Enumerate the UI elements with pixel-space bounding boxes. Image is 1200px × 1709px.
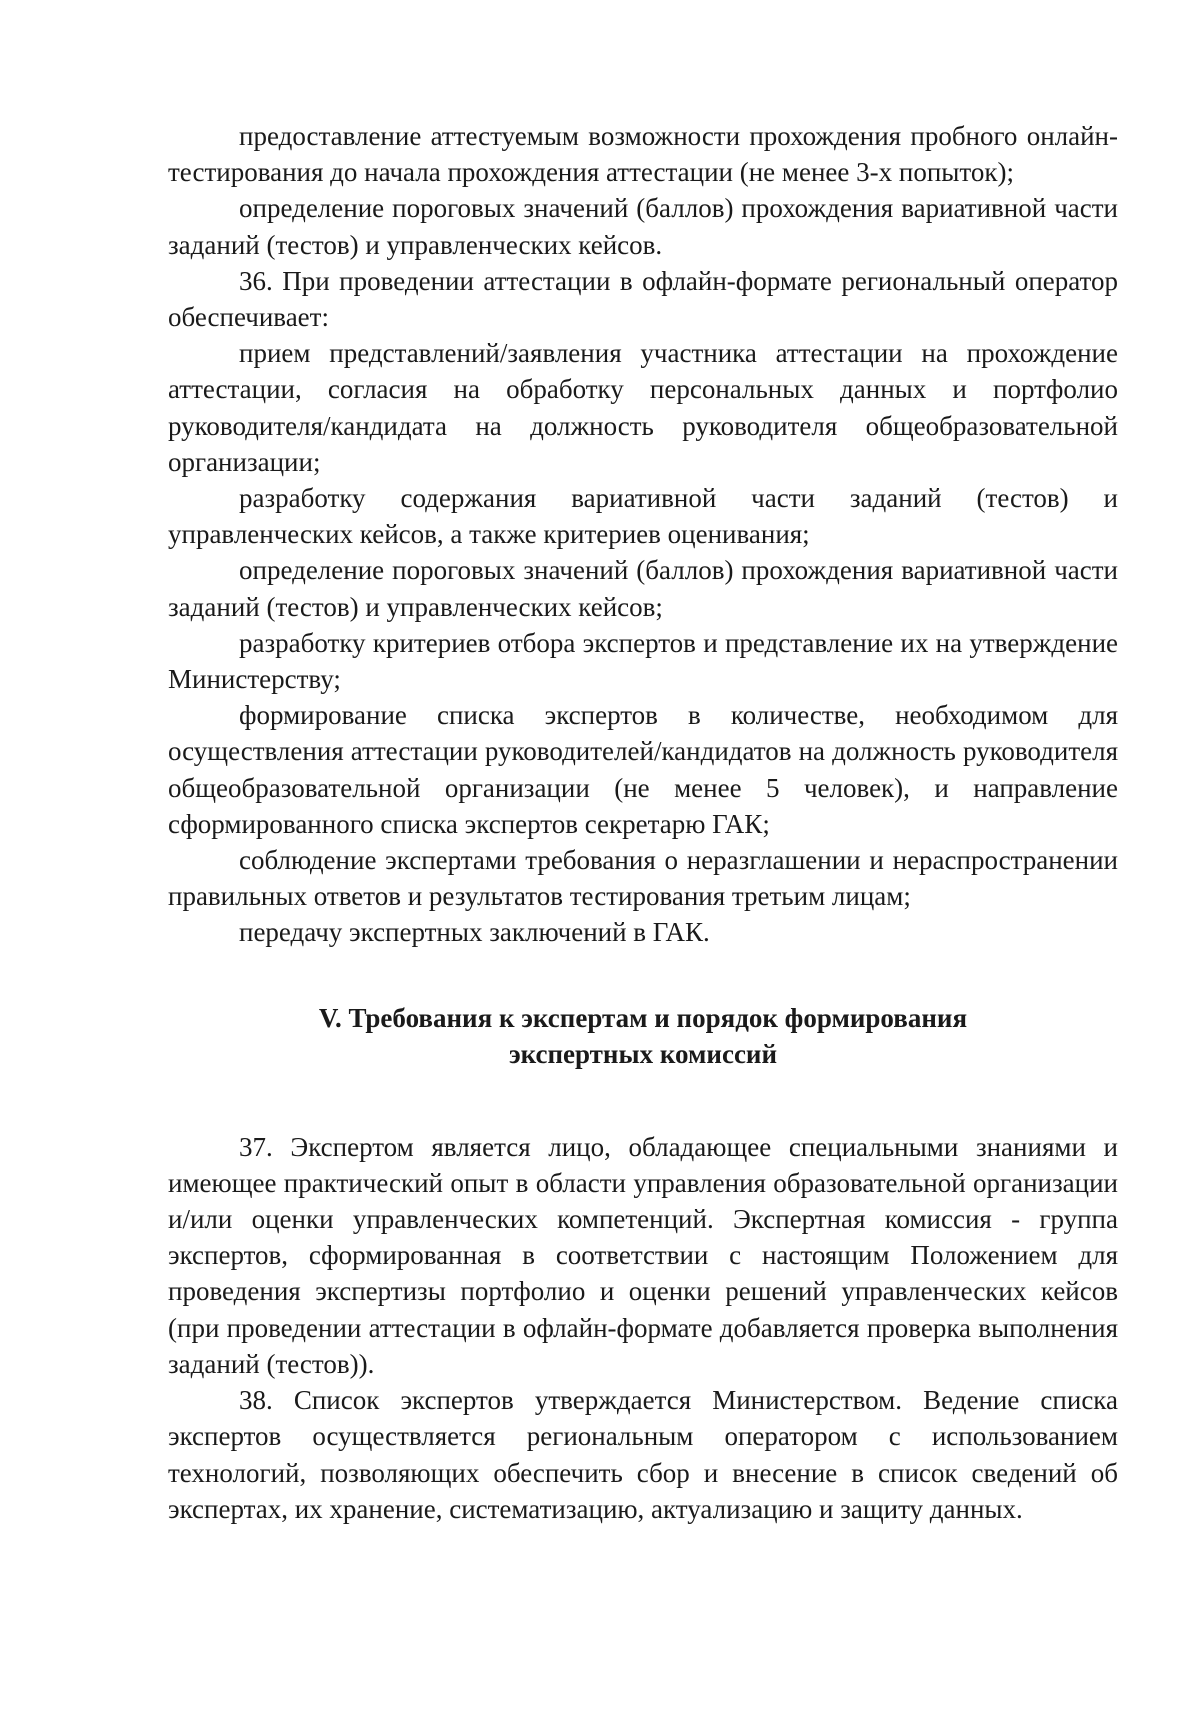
paragraph: предоставление аттестуемым возможности прохождения пробного онлайн-тестирования до начала прохождения аттестации (не менее 3-х попыток); xyxy=(168,121,1118,188)
paragraph: передачу экспертных заключений в ГАК. xyxy=(239,917,710,948)
paragraph: формирование списка экспертов в количестве, необходимом для осуществления аттестации руководителей/кандидатов на должность руководителя общеобразовательной организации (не менее 5 человек), и направление сформированного списка экспертов секретарю ГАК; xyxy=(168,700,1118,839)
paragraph: прием представлений/заявления участника аттестации на прохождение аттестации, согласия на обработку персональных данных и портфолио руководителя/кандидата на должность руководителя общеобразовательной организации; xyxy=(168,338,1118,477)
paragraph: соблюдение экспертами требования о неразглашении и нераспространении правильных ответов и результатов тестирования третьим лицам; xyxy=(168,845,1118,912)
paragraph: определение пороговых значений (баллов) прохождения вариативной части заданий (тестов) и управленческих кейсов. xyxy=(168,193,1118,260)
section-heading-line-2: экспертных комиссий xyxy=(508,1038,778,1069)
paragraph-clause-37: 37. Экспертом является лицо, обладающее специальными знаниями и имеющее практический опыт в области управления образовательной организации и/или оценки управленческих компетенций. Экспертная комиссия - группа экспертов, сформированная в соответствии с настоящим Положением для проведения экспертизы портфолио и оценки решений управленческих кейсов (при проведении аттестации в офлайн-формате добавляется проверка выполнения заданий (тестов)). xyxy=(168,1131,1118,1379)
paragraph-clause-38: 38. Список экспертов утверждается Министерством. Ведение списка экспертов осуществляется региональным оператором с использованием технологий, позволяющих обеспечить сбор и внесение в список сведений об экспертах, их хранение, систематизацию, актуализацию и защиту данных. xyxy=(168,1385,1118,1524)
paragraph: разработку критериев отбора экспертов и представление их на утверждение Министерству; xyxy=(168,627,1118,695)
paragraph: определение пороговых значений (баллов) прохождения вариативной части заданий (тестов) и управленческих кейсов; xyxy=(168,555,1118,622)
paragraph-clause-36: 36. При проведении аттестации в офлайн-формате региональный оператор обеспечивает: xyxy=(168,265,1118,333)
paragraph: разработку содержания вариативной части заданий (тестов) и управленческих кейсов, а также критериев оценивания; xyxy=(168,483,1118,550)
section-heading xyxy=(168,1000,1118,1072)
section-heading-line-1: V. Требования к экспертам и порядок формирования xyxy=(318,1002,968,1033)
document-body xyxy=(168,118,1118,1527)
